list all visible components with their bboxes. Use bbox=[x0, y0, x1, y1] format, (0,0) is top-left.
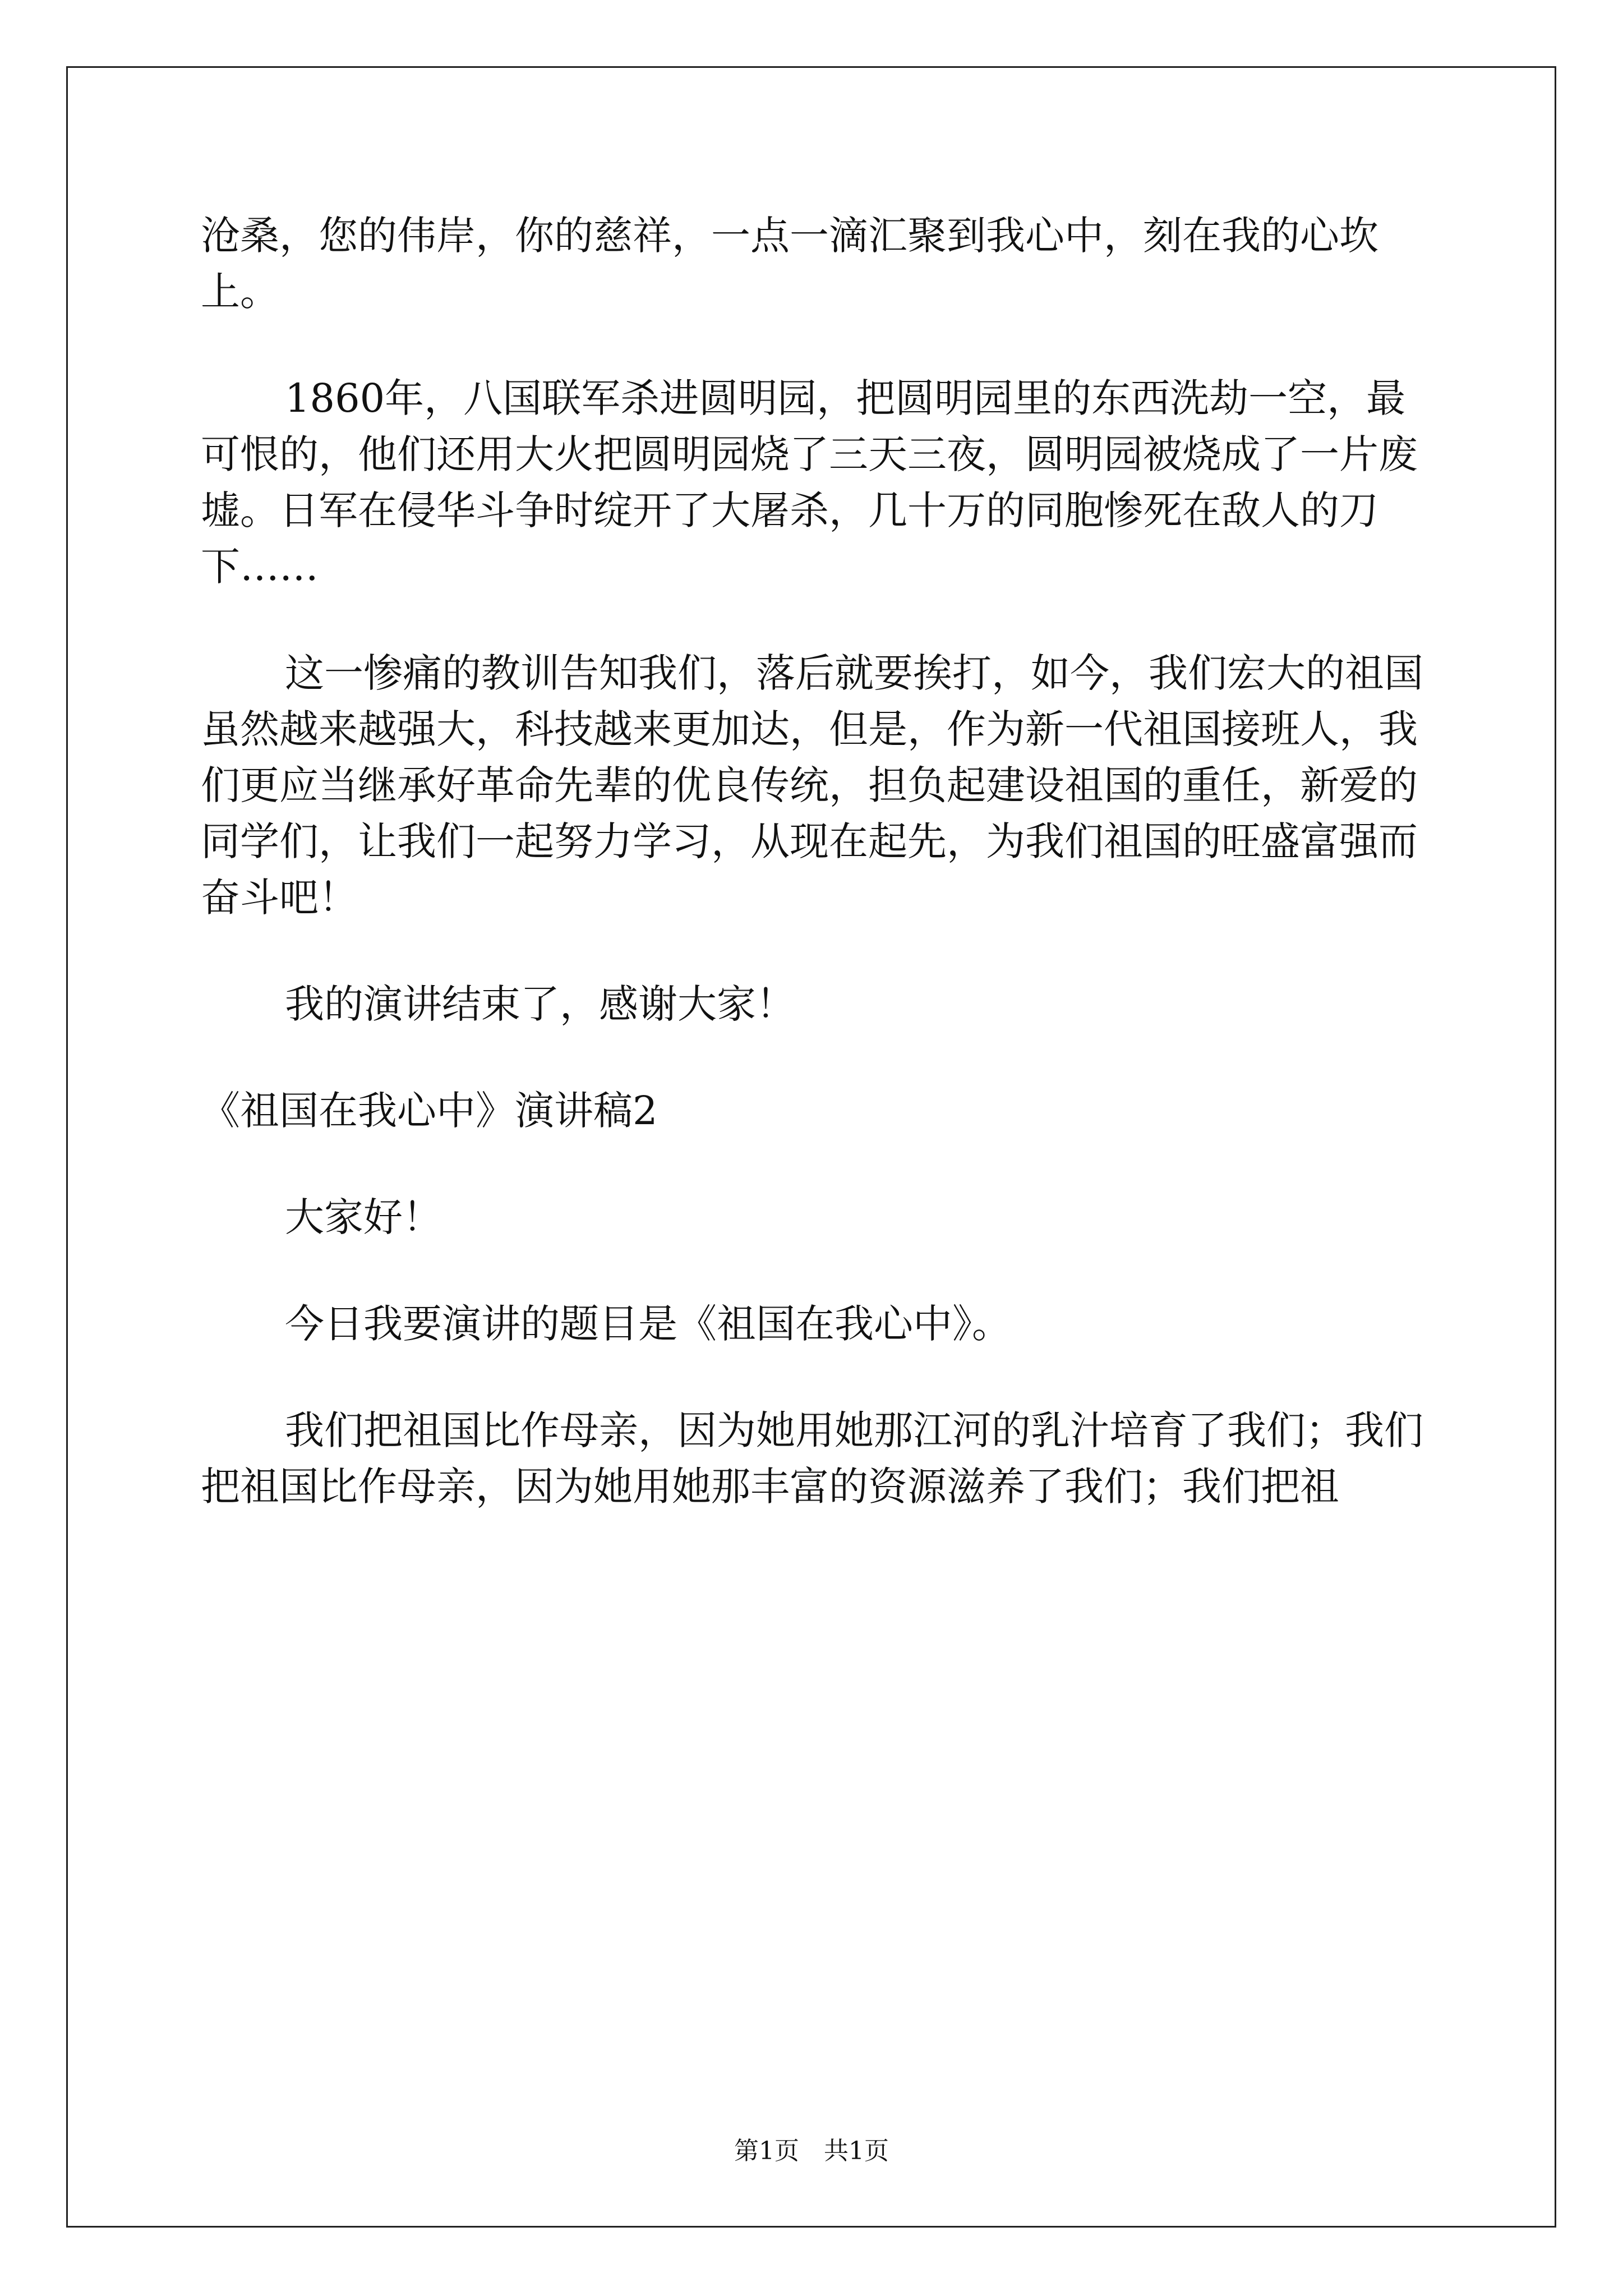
page-footer bbox=[0, 2134, 1623, 2168]
section-heading: 《祖国在我心中》演讲稿2 bbox=[201, 1088, 658, 1134]
paragraph-3: 这一惨痛的教训告知我们，落后就要挨打，如今，我们宏大的祖国虽然越来越强大，科技越来更加达，但是，作为新一代祖国接班人，我们更应当继承好革命先辈的优良传统，担负起建设祖国的重任，新爱的同学们，让我们一起努力学习，从现在起先，为我们祖国的旺盛富强而奋斗吧！ bbox=[201, 650, 1423, 921]
paragraph-2: 1860年，八国联军杀进圆明园，把圆明园里的东西洗劫一空，最可恨的，他们还用大火把圆明园烧了三天三夜，圆明园被烧成了一片废墟。日军在侵华斗争时绽开了大屠杀，几十万的同胞惨死在敌人的刀下…… bbox=[201, 375, 1418, 590]
paragraph-6: 今日我要演讲的题目是《祖国在我心中》。 bbox=[285, 1301, 1011, 1347]
paragraph-4: 我的演讲结束了，感谢大家！ bbox=[285, 981, 795, 1027]
paragraph-7: 我们把祖国比作母亲，因为她用她那江河的乳汁培育了我们；我们把祖国比作母亲，因为她用她那丰富的资源滋养了我们；我们把祖 bbox=[201, 1407, 1423, 1510]
paragraph-5: 大家好！ bbox=[285, 1194, 442, 1240]
page-number: 第1页 bbox=[734, 2137, 799, 2165]
paragraph-1: 沧桑，您的伟岸，你的慈祥，一点一滴汇聚到我心中，刻在我的心坎上。 bbox=[201, 213, 1378, 315]
document-body bbox=[201, 208, 1435, 1515]
page-total: 共1页 bbox=[824, 2137, 889, 2165]
